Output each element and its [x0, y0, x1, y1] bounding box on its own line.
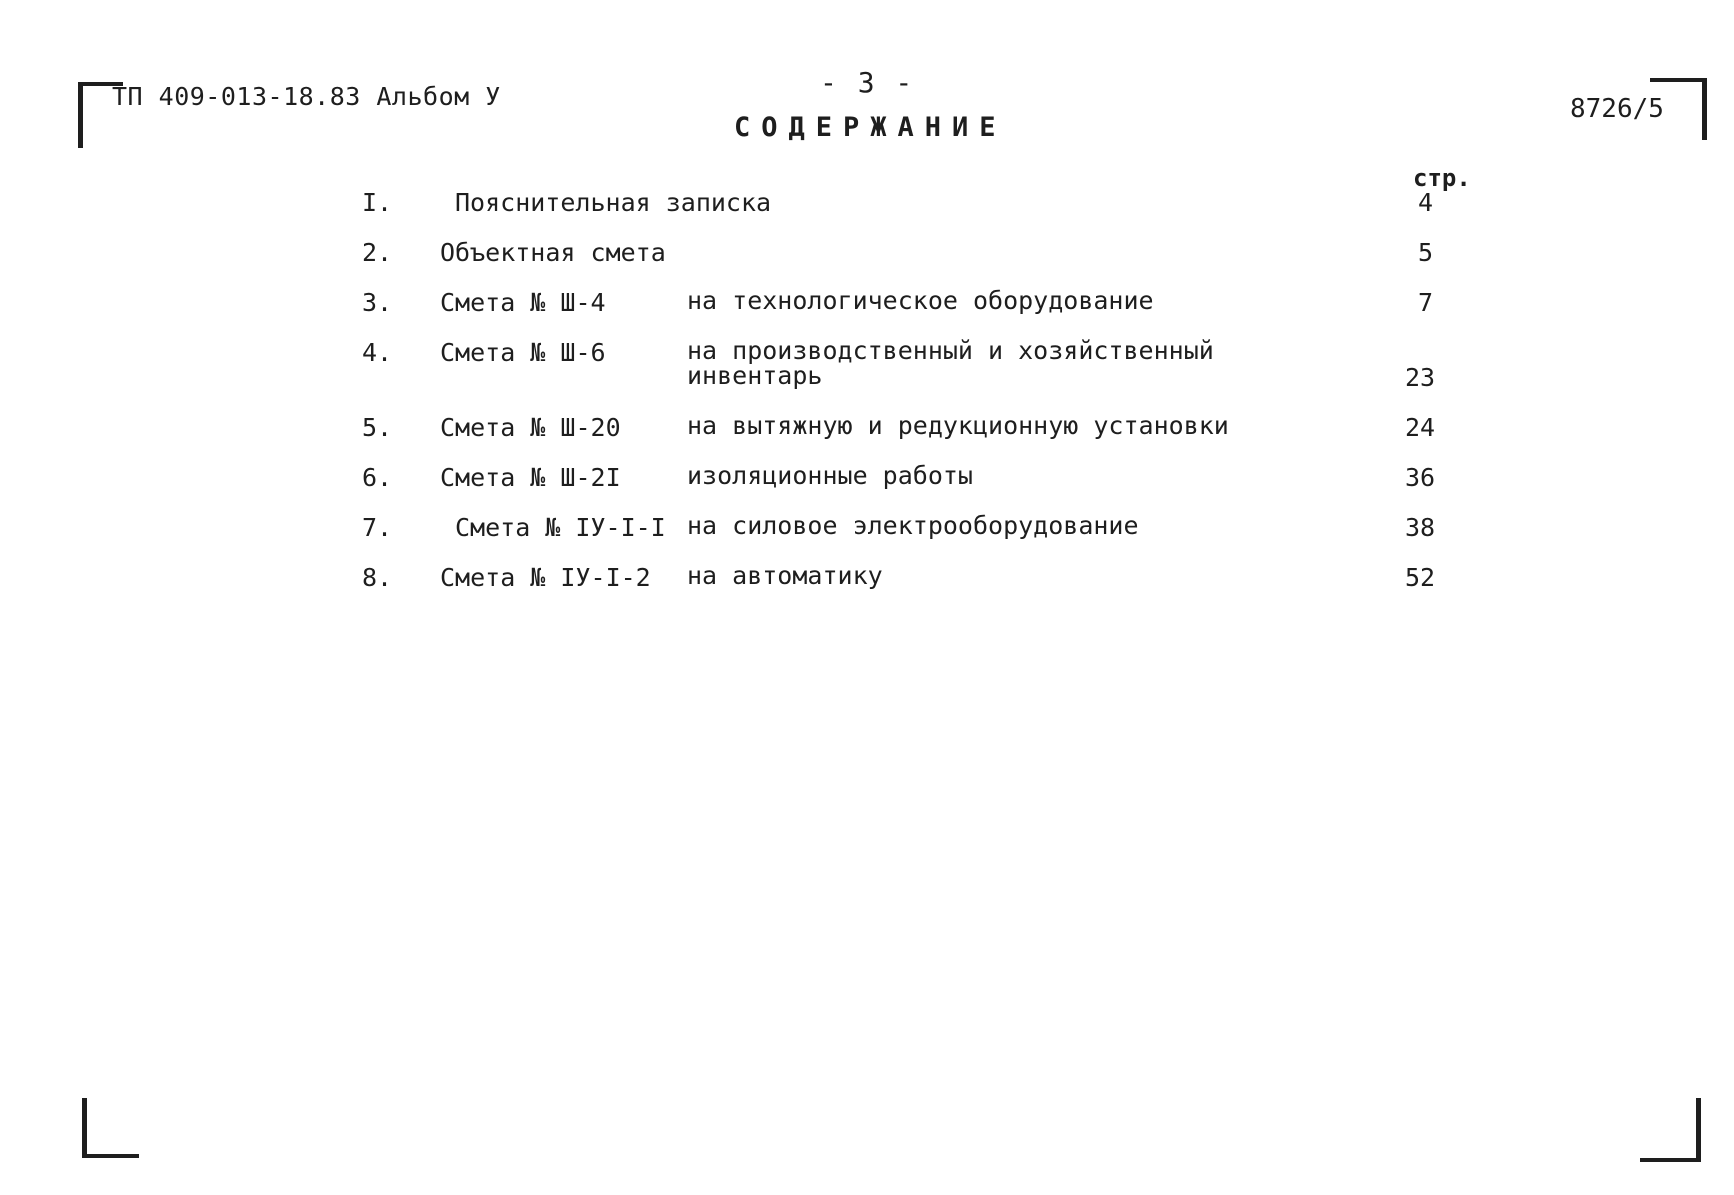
toc-item-title: Пояснительная записка	[455, 188, 772, 217]
toc-item-page: 5	[1418, 238, 1434, 267]
toc-item-description: на вытяжную и редукционную установки	[687, 411, 1229, 440]
corner-mark-bottom-left	[82, 1098, 139, 1158]
toc-item-page: 24	[1405, 413, 1436, 442]
toc-item-number: 3.	[362, 288, 393, 317]
toc-item-page: 38	[1405, 513, 1436, 542]
toc-row	[0, 338, 1734, 402]
toc-item-title: Смета № Ш-4	[440, 288, 606, 317]
toc-row	[0, 513, 1734, 553]
toc-item-page: 36	[1405, 463, 1436, 492]
toc-row	[0, 188, 1734, 228]
toc-row	[0, 463, 1734, 503]
page-number: - 3 -	[820, 66, 915, 99]
toc-item-title: Смета № IУ-I-I	[455, 513, 666, 542]
toc-item-page: 52	[1405, 563, 1436, 592]
toc-row	[0, 563, 1734, 603]
toc-item-title: Объектная смета	[440, 238, 666, 267]
toc-item-number: I.	[362, 188, 393, 217]
toc-item-description: на производственный и хозяйственный инвентарь	[687, 336, 1214, 390]
page-column-label: стр.	[1413, 164, 1471, 192]
toc-item-description: на автоматику	[687, 561, 883, 590]
toc-item-description: на технологическое оборудование	[687, 286, 1154, 315]
toc-item-page: 23	[1405, 363, 1436, 392]
toc-row	[0, 413, 1734, 453]
toc-item-title: Смета № Ш-20	[440, 413, 621, 442]
toc-item-description: на силовое электрооборудование	[687, 511, 1139, 540]
toc-item-page: 7	[1418, 288, 1434, 317]
document-number: 8726/5	[1570, 94, 1664, 124]
toc-item-number: 5.	[362, 413, 393, 442]
toc-item-page: 4	[1418, 188, 1434, 217]
toc-item-title: Смета № IУ-I-2	[440, 563, 651, 592]
toc-row	[0, 288, 1734, 328]
toc-item-number: 4.	[362, 338, 393, 367]
document-code: ТП 409-013-18.83 Альбом У	[112, 82, 501, 111]
page-title: СОДЕРЖАНИЕ	[734, 112, 1007, 143]
corner-mark-bottom-right	[1640, 1098, 1701, 1162]
toc-item-number: 7.	[362, 513, 393, 542]
toc-row	[0, 238, 1734, 278]
toc-item-description: изоляционные работы	[687, 461, 973, 490]
toc-item-number: 2.	[362, 238, 393, 267]
toc-item-title: Смета № Ш-6	[440, 338, 606, 367]
toc-item-title: Смета № Ш-2I	[440, 463, 621, 492]
toc-item-number: 6.	[362, 463, 393, 492]
toc-item-number: 8.	[362, 563, 393, 592]
